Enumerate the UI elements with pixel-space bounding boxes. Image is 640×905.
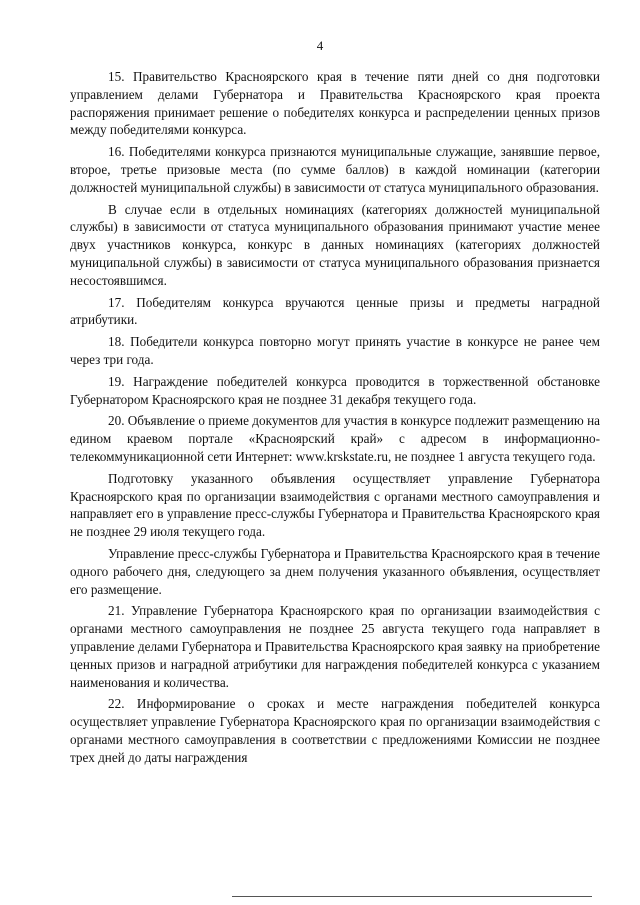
page-number: 4 (316, 38, 324, 53)
paragraph-16-continuation: В случае если в отдельных номинациях (категориях должностей муниципальной службы) в зависимости от статуса муниципального образования принимают участие менее двух участников конкурса, конкурс в данных номинациях (категориях должностей муниципальной службы) в зависимости от статуса муниципального образования признается несостоявшимся. (70, 201, 600, 288)
paragraph-18: 18. Победители конкурса повторно могут принять участие в конкурсе не ранее чем через три года. (70, 334, 600, 367)
paragraph-20-publication: Управление пресс-службы Губернатора и Правительства Красноярского края в течение одного рабочего дня, следующего за днем получения указанного объявления, осуществляет его размещение. (70, 545, 600, 597)
bottom-divider (232, 896, 592, 897)
paragraph-22: 22. Информирование о сроках и месте награждения победителей конкурса осуществляет управление Губернатора Красноярского края по организации взаимодействия с органами местного самоуправления в соответствии с предложениями Комиссии не позднее трех дней до даты награждения (70, 696, 600, 765)
paragraph-20-preparation: Подготовку указанного объявления осуществляет управление Губернатора Красноярского края по организации взаимодействия с органами местного самоуправления и направляет его в управление пресс-службы Губернатора и Правительства Красноярского края не позднее 29 июля текущего года. (70, 470, 600, 540)
paragraph-19: 19. Награждение победителей конкурса проводится в торжественной обстановке Губернатором Красноярского края не позднее 31 декабря текущего года. (70, 373, 600, 407)
paragraph-21: 21. Управление Губернатора Красноярского края по организации взаимодействия с органами местного самоуправления не позднее 25 августа текущего года направляет в управление делами Губернатора и Правительства Красноярского края заявку на приобретение ценных призов и наградной атрибутики для награждения победителей конкурса с указанием наименования и количества. (70, 603, 600, 690)
document-body (70, 68, 600, 770)
paragraph-17: 17. Победителям конкурса вручаются ценные призы и предметы наградной атрибутики. (70, 294, 600, 328)
paragraph-16: 16. Победителями конкурса признаются муниципальные служащие, занявшие первое, второе, третье призовые места (по сумме баллов) в каждой номинации (категории должностей муниципальной службы) в зависимости от статуса муниципального образования. (70, 144, 600, 195)
paragraph-15: 15. Правительство Красноярского края в течение пяти дней со дня подготовки управлением делами Губернатора и Правительства Красноярского края проекта распоряжения принимает решение о победителях конкурса и распределении ценных призов между победителями конкурса. (70, 69, 600, 138)
paragraph-20: 20. Объявление о приеме документов для участия в конкурсе подлежит размещению на едином краевом портале «Красноярский край» с адресом в информационно-телекоммуникационной сети Интернет: www.krskstate.ru, не позднее 1 августа текущего года. (70, 413, 600, 464)
